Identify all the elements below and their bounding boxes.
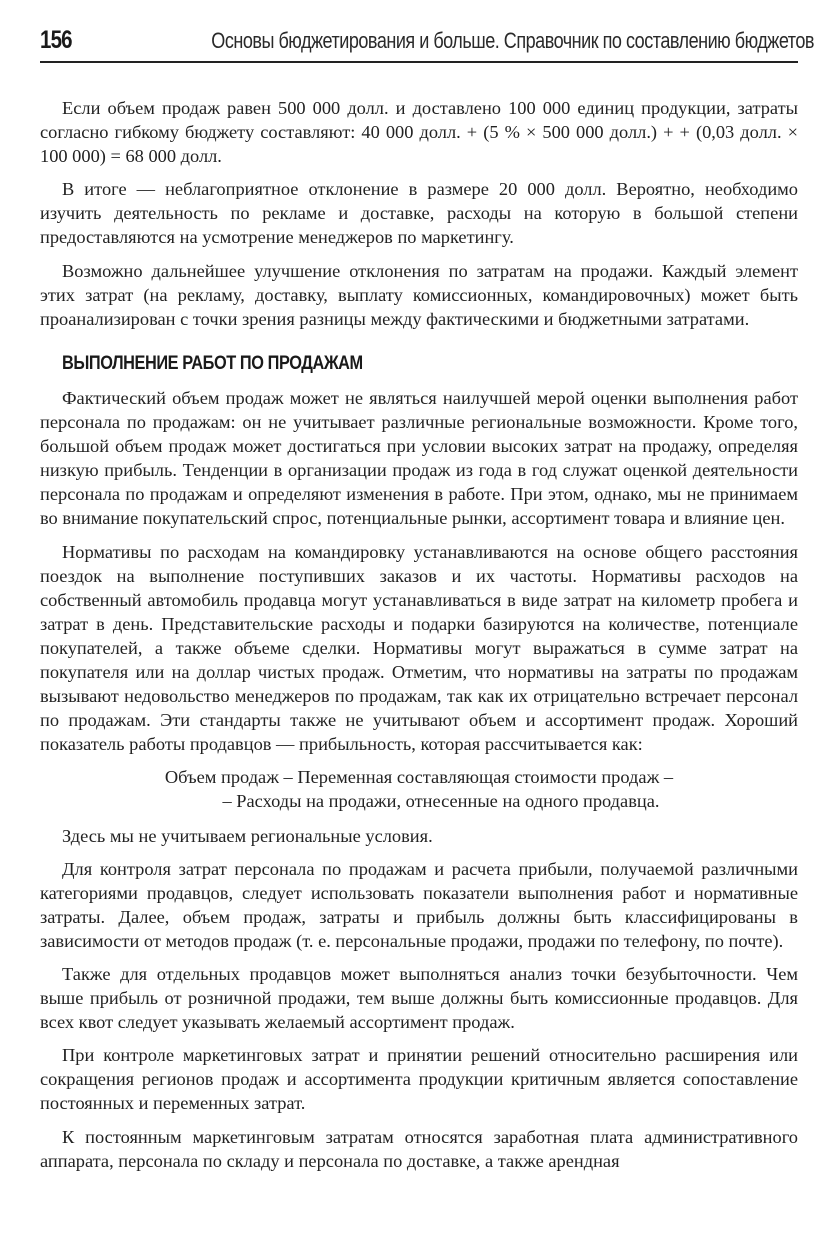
paragraph: Также для отдельных продавцов может выполняться анализ точки безубыточности. Чем выше прибыль от розничной продажи, тем выше должны быть комиссионные продавцов. Для всех квот следует указывать желаемый ассортимент продаж. — [40, 964, 798, 1033]
formula-line: Объем продаж – Переменная составляющая стоимости продаж – — [164, 767, 674, 788]
book-page — [40, 26, 814, 1182]
paragraph: В итоге — неблагоприятное отклонение в размере 20 000 долл. Вероятно, необходимо изучить деятельность по рекламе и доставке, расходы на которую в большой степени предоставляются на усмотрение менеджеров по маркетингу. — [40, 179, 798, 248]
profitability-formula — [40, 765, 798, 813]
page-header — [40, 26, 814, 63]
page-body — [40, 96, 798, 1173]
paragraph: Если объем продаж равен 500 000 долл. и доставлено 100 000 единиц продукции, затраты согласно гибкому бюджету составляют: 40 000 долл. + (5 % × 500 000 долл.) + + (0,03 долл. × 100 000) = 68 000 долл. — [40, 98, 798, 167]
page-number: 156 — [40, 26, 72, 54]
paragraph: При контроле маркетинговых затрат и принятии решений относительно расширения или сокращения регионов продаж и ассортимента продукции критичным является сопоставление постоянных и переменных затрат. — [40, 1045, 798, 1114]
paragraph: Фактический объем продаж может не являться наилучшей мерой оценки выполнения работ персонала по продажам: он не учитывает различные региональные возможности. Кроме того, большой объем продаж может достигаться при условии высоких затрат на продажу, определяя низкую прибыль. Тенденции в организации продаж из года в год служат оценкой деятельности персонала по продажам и определяют изменения в работе. При этом, однако, мы не принимаем во внимание покупательский спрос, потенциальные рынки, ассортимент товара и влияние цен. — [40, 387, 798, 529]
paragraph: Здесь мы не учитываем региональные условия. — [62, 825, 433, 846]
formula-line: – Расходы на продажи, отнесенные на одного продавца. — [222, 791, 660, 812]
paragraph: К постоянным маркетинговым затратам относятся заработная плата административного аппарата, персонала по складу и персонала по доставке, а также арендная — [40, 1126, 798, 1171]
paragraph: Возможно дальнейшее улучшение отклонения по затратам на продажи. Каждый элемент этих затрат (на рекламу, доставку, выплату комиссионных, командировочных) может быть проанализирован с точки зрения разницы между фактическими и бюджетными затратами. — [40, 260, 798, 329]
section-heading: ВЫПОЛНЕНИЕ РАБОТ ПО ПРОДАЖАМ — [62, 352, 363, 374]
running-title: Основы бюджетирования и больше. Справочник по составлению бюджетов — [211, 28, 814, 53]
paragraph: Нормативы по расходам на командировку устанавливаются на основе общего расстояния поездок на выполнение поступивших заказов и их частоты. Нормативы расходов на собственный автомобиль продавца могут устанавливаться в виде затрат на километр пробега и затрат в день. Представительские расходы и подарки базируются на количестве, потенциале покупателей, а также объеме сделки. Нормативы могут выражаться в сумме затрат на покупателя или на доллар чистых продаж. Отметим, что нормативы на затраты по продажам вызывают недовольство менеджеров по продажам, так как их отрицательно встречает персонал по продажам. Эти стандарты также не учитывают объем и ассортимент продаж. Хороший показатель работы продавцов — прибыльность, которая рассчитывается как: — [40, 541, 798, 755]
paragraph: Для контроля затрат персонала по продажам и расчета прибыли, получаемой различными категориями продавцов, следует использовать показатели выполнения работ и нормативные затраты. Далее, объем продаж, затраты и прибыль должны быть классифицированы в зависимости от методов продаж (т. е. персональные продажи, продажи по телефону, по почте). — [40, 858, 798, 951]
